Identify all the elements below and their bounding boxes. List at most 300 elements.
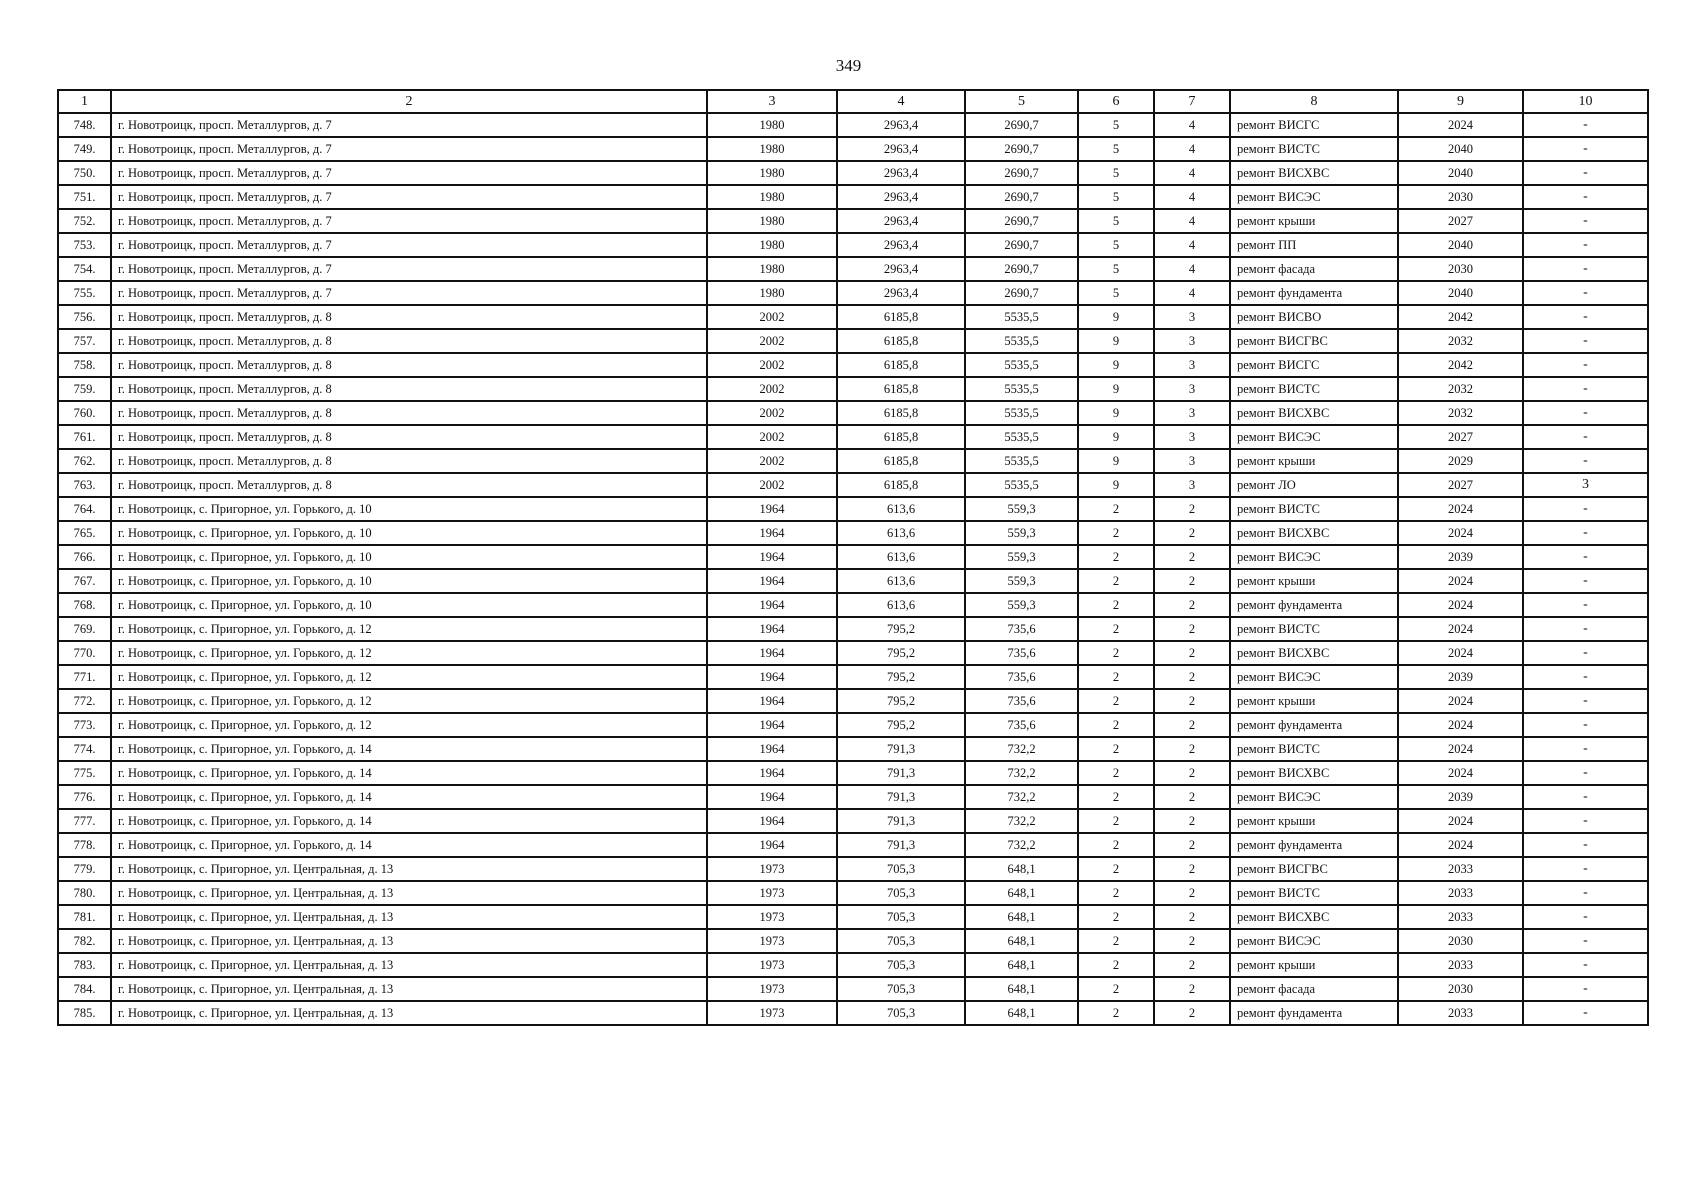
table-row [58, 113, 1648, 137]
year-built-cell: 1973 [707, 881, 837, 905]
floors-cell: 9 [1078, 473, 1154, 497]
table-row [58, 377, 1648, 401]
column-10-cell: - [1523, 593, 1648, 617]
column-10-cell: - [1523, 689, 1648, 713]
row-number-cell: 762. [58, 449, 111, 473]
table-header-row [58, 90, 1648, 113]
floors-cell: 2 [1078, 593, 1154, 617]
total-area-cell: 6185,8 [837, 425, 965, 449]
table-row [58, 689, 1648, 713]
year-built-cell: 1964 [707, 809, 837, 833]
address-cell: г. Новотроицк, просп. Металлургов, д. 7 [111, 113, 707, 137]
floors-cell: 2 [1078, 785, 1154, 809]
column-header: 5 [965, 90, 1078, 113]
total-area-cell: 6185,8 [837, 401, 965, 425]
total-area-cell: 2963,4 [837, 257, 965, 281]
entrances-cell: 3 [1154, 425, 1230, 449]
row-number-cell: 772. [58, 689, 111, 713]
total-area-cell: 613,6 [837, 521, 965, 545]
column-10-cell: - [1523, 281, 1648, 305]
year-built-cell: 1980 [707, 257, 837, 281]
table-row [58, 545, 1648, 569]
entrances-cell: 2 [1154, 641, 1230, 665]
table-row [58, 641, 1648, 665]
address-cell: г. Новотроицк, с. Пригорное, ул. Горького, д. 12 [111, 689, 707, 713]
planned-year-cell: 2040 [1398, 281, 1523, 305]
column-10-cell: - [1523, 113, 1648, 137]
work-type-cell: ремонт ВИСТС [1230, 617, 1398, 641]
total-area-cell: 613,6 [837, 545, 965, 569]
row-number-cell: 755. [58, 281, 111, 305]
table-row [58, 497, 1648, 521]
work-type-cell: ремонт ВИСТС [1230, 497, 1398, 521]
row-number-cell: 760. [58, 401, 111, 425]
address-cell: г. Новотроицк, с. Пригорное, ул. Центральная, д. 13 [111, 905, 707, 929]
entrances-cell: 4 [1154, 185, 1230, 209]
total-area-cell: 6185,8 [837, 473, 965, 497]
floors-cell: 5 [1078, 257, 1154, 281]
table-row [58, 521, 1648, 545]
living-area-cell: 648,1 [965, 953, 1078, 977]
column-10-cell: - [1523, 833, 1648, 857]
year-built-cell: 1964 [707, 665, 837, 689]
floors-cell: 9 [1078, 305, 1154, 329]
total-area-cell: 705,3 [837, 929, 965, 953]
row-number-cell: 779. [58, 857, 111, 881]
column-header: 9 [1398, 90, 1523, 113]
year-built-cell: 1964 [707, 785, 837, 809]
column-10-cell: - [1523, 449, 1648, 473]
entrances-cell: 2 [1154, 665, 1230, 689]
column-10-cell: - [1523, 617, 1648, 641]
planned-year-cell: 2027 [1398, 209, 1523, 233]
floors-cell: 2 [1078, 977, 1154, 1001]
address-cell: г. Новотроицк, просп. Металлургов, д. 8 [111, 305, 707, 329]
planned-year-cell: 2024 [1398, 521, 1523, 545]
entrances-cell: 2 [1154, 809, 1230, 833]
living-area-cell: 559,3 [965, 545, 1078, 569]
floors-cell: 2 [1078, 737, 1154, 761]
floors-cell: 5 [1078, 281, 1154, 305]
entrances-cell: 4 [1154, 137, 1230, 161]
work-type-cell: ремонт ВИСВО [1230, 305, 1398, 329]
total-area-cell: 2963,4 [837, 161, 965, 185]
planned-year-cell: 2029 [1398, 449, 1523, 473]
year-built-cell: 1980 [707, 185, 837, 209]
total-area-cell: 2963,4 [837, 281, 965, 305]
table-row [58, 425, 1648, 449]
table-row [58, 785, 1648, 809]
column-10-cell: 3 [1523, 473, 1648, 497]
row-number-cell: 758. [58, 353, 111, 377]
year-built-cell: 2002 [707, 377, 837, 401]
total-area-cell: 791,3 [837, 833, 965, 857]
work-type-cell: ремонт крыши [1230, 569, 1398, 593]
year-built-cell: 1980 [707, 233, 837, 257]
address-cell: г. Новотроицк, просп. Металлургов, д. 7 [111, 185, 707, 209]
table-row [58, 233, 1648, 257]
row-number-cell: 780. [58, 881, 111, 905]
entrances-cell: 2 [1154, 713, 1230, 737]
column-10-cell: - [1523, 497, 1648, 521]
work-type-cell: ремонт крыши [1230, 209, 1398, 233]
work-type-cell: ремонт ВИСТС [1230, 881, 1398, 905]
row-number-cell: 749. [58, 137, 111, 161]
living-area-cell: 2690,7 [965, 233, 1078, 257]
floors-cell: 9 [1078, 401, 1154, 425]
work-type-cell: ремонт ВИСТС [1230, 737, 1398, 761]
planned-year-cell: 2027 [1398, 425, 1523, 449]
entrances-cell: 3 [1154, 377, 1230, 401]
year-built-cell: 1973 [707, 857, 837, 881]
living-area-cell: 5535,5 [965, 425, 1078, 449]
row-number-cell: 763. [58, 473, 111, 497]
floors-cell: 5 [1078, 137, 1154, 161]
table-row [58, 569, 1648, 593]
row-number-cell: 756. [58, 305, 111, 329]
table-row [58, 401, 1648, 425]
address-cell: г. Новотроицк, с. Пригорное, ул. Горького, д. 10 [111, 497, 707, 521]
living-area-cell: 648,1 [965, 977, 1078, 1001]
year-built-cell: 1964 [707, 761, 837, 785]
floors-cell: 2 [1078, 497, 1154, 521]
living-area-cell: 735,6 [965, 617, 1078, 641]
work-type-cell: ремонт ВИСЭС [1230, 785, 1398, 809]
year-built-cell: 1973 [707, 1001, 837, 1025]
year-built-cell: 1964 [707, 545, 837, 569]
address-cell: г. Новотроицк, с. Пригорное, ул. Горького, д. 12 [111, 641, 707, 665]
column-10-cell: - [1523, 137, 1648, 161]
total-area-cell: 2963,4 [837, 113, 965, 137]
floors-cell: 2 [1078, 905, 1154, 929]
living-area-cell: 5535,5 [965, 305, 1078, 329]
living-area-cell: 5535,5 [965, 377, 1078, 401]
column-header: 10 [1523, 90, 1648, 113]
year-built-cell: 1964 [707, 689, 837, 713]
total-area-cell: 613,6 [837, 497, 965, 521]
entrances-cell: 2 [1154, 905, 1230, 929]
planned-year-cell: 2039 [1398, 785, 1523, 809]
work-type-cell: ремонт ВИСЭС [1230, 425, 1398, 449]
living-area-cell: 559,3 [965, 521, 1078, 545]
planned-year-cell: 2039 [1398, 545, 1523, 569]
table-row [58, 161, 1648, 185]
year-built-cell: 1964 [707, 641, 837, 665]
floors-cell: 2 [1078, 569, 1154, 593]
address-cell: г. Новотроицк, с. Пригорное, ул. Горького, д. 14 [111, 761, 707, 785]
planned-year-cell: 2042 [1398, 353, 1523, 377]
table-row [58, 473, 1648, 497]
table-row [58, 449, 1648, 473]
row-number-cell: 783. [58, 953, 111, 977]
planned-year-cell: 2030 [1398, 929, 1523, 953]
address-cell: г. Новотроицк, с. Пригорное, ул. Центральная, д. 13 [111, 881, 707, 905]
planned-year-cell: 2024 [1398, 809, 1523, 833]
floors-cell: 2 [1078, 881, 1154, 905]
total-area-cell: 6185,8 [837, 377, 965, 401]
row-number-cell: 766. [58, 545, 111, 569]
entrances-cell: 4 [1154, 209, 1230, 233]
floors-cell: 9 [1078, 377, 1154, 401]
entrances-cell: 2 [1154, 497, 1230, 521]
year-built-cell: 1980 [707, 281, 837, 305]
row-number-cell: 782. [58, 929, 111, 953]
column-10-cell: - [1523, 1001, 1648, 1025]
address-cell: г. Новотроицк, с. Пригорное, ул. Горького, д. 12 [111, 713, 707, 737]
table-row [58, 905, 1648, 929]
total-area-cell: 613,6 [837, 569, 965, 593]
entrances-cell: 2 [1154, 833, 1230, 857]
floors-cell: 2 [1078, 1001, 1154, 1025]
work-type-cell: ремонт ВИСХВС [1230, 641, 1398, 665]
column-10-cell: - [1523, 545, 1648, 569]
table-row [58, 953, 1648, 977]
table-row [58, 929, 1648, 953]
total-area-cell: 791,3 [837, 737, 965, 761]
column-10-cell: - [1523, 377, 1648, 401]
year-built-cell: 1964 [707, 569, 837, 593]
entrances-cell: 4 [1154, 113, 1230, 137]
entrances-cell: 2 [1154, 929, 1230, 953]
row-number-cell: 770. [58, 641, 111, 665]
row-number-cell: 771. [58, 665, 111, 689]
table-row [58, 617, 1648, 641]
work-type-cell: ремонт ВИСХВС [1230, 521, 1398, 545]
entrances-cell: 4 [1154, 281, 1230, 305]
row-number-cell: 775. [58, 761, 111, 785]
address-cell: г. Новотроицк, просп. Металлургов, д. 7 [111, 137, 707, 161]
year-built-cell: 1980 [707, 113, 837, 137]
work-type-cell: ремонт крыши [1230, 953, 1398, 977]
work-type-cell: ремонт ВИСТС [1230, 377, 1398, 401]
work-type-cell: ремонт ВИСГВС [1230, 329, 1398, 353]
table-row [58, 257, 1648, 281]
column-10-cell: - [1523, 569, 1648, 593]
living-area-cell: 735,6 [965, 713, 1078, 737]
total-area-cell: 705,3 [837, 1001, 965, 1025]
floors-cell: 2 [1078, 521, 1154, 545]
row-number-cell: 764. [58, 497, 111, 521]
year-built-cell: 2002 [707, 329, 837, 353]
year-built-cell: 1973 [707, 905, 837, 929]
address-cell: г. Новотроицк, с. Пригорное, ул. Центральная, д. 13 [111, 953, 707, 977]
living-area-cell: 648,1 [965, 929, 1078, 953]
address-cell: г. Новотроицк, просп. Металлургов, д. 7 [111, 257, 707, 281]
column-header: 7 [1154, 90, 1230, 113]
work-type-cell: ремонт фасада [1230, 977, 1398, 1001]
planned-year-cell: 2024 [1398, 569, 1523, 593]
address-cell: г. Новотроицк, просп. Металлургов, д. 7 [111, 161, 707, 185]
floors-cell: 5 [1078, 209, 1154, 233]
planned-year-cell: 2024 [1398, 113, 1523, 137]
planned-year-cell: 2032 [1398, 377, 1523, 401]
table-row [58, 137, 1648, 161]
living-area-cell: 2690,7 [965, 161, 1078, 185]
year-built-cell: 1980 [707, 209, 837, 233]
planned-year-cell: 2030 [1398, 185, 1523, 209]
row-number-cell: 754. [58, 257, 111, 281]
year-built-cell: 2002 [707, 425, 837, 449]
floors-cell: 5 [1078, 233, 1154, 257]
address-cell: г. Новотроицк, просп. Металлургов, д. 8 [111, 329, 707, 353]
year-built-cell: 2002 [707, 353, 837, 377]
entrances-cell: 2 [1154, 1001, 1230, 1025]
total-area-cell: 791,3 [837, 785, 965, 809]
address-cell: г. Новотроицк, с. Пригорное, ул. Горького, д. 10 [111, 593, 707, 617]
total-area-cell: 795,2 [837, 665, 965, 689]
floors-cell: 2 [1078, 689, 1154, 713]
work-type-cell: ремонт фундамента [1230, 1001, 1398, 1025]
year-built-cell: 1964 [707, 833, 837, 857]
entrances-cell: 2 [1154, 593, 1230, 617]
living-area-cell: 648,1 [965, 881, 1078, 905]
planned-year-cell: 2030 [1398, 977, 1523, 1001]
row-number-cell: 765. [58, 521, 111, 545]
address-cell: г. Новотроицк, с. Пригорное, ул. Центральная, д. 13 [111, 1001, 707, 1025]
work-type-cell: ремонт ВИСЭС [1230, 929, 1398, 953]
entrances-cell: 2 [1154, 737, 1230, 761]
address-cell: г. Новотроицк, с. Пригорное, ул. Горького, д. 12 [111, 617, 707, 641]
floors-cell: 9 [1078, 425, 1154, 449]
floors-cell: 5 [1078, 185, 1154, 209]
entrances-cell: 2 [1154, 545, 1230, 569]
row-number-cell: 759. [58, 377, 111, 401]
year-built-cell: 1980 [707, 137, 837, 161]
entrances-cell: 4 [1154, 161, 1230, 185]
planned-year-cell: 2040 [1398, 233, 1523, 257]
address-cell: г. Новотроицк, просп. Металлургов, д. 8 [111, 473, 707, 497]
living-area-cell: 648,1 [965, 1001, 1078, 1025]
living-area-cell: 735,6 [965, 689, 1078, 713]
work-type-cell: ремонт крыши [1230, 449, 1398, 473]
planned-year-cell: 2042 [1398, 305, 1523, 329]
entrances-cell: 2 [1154, 617, 1230, 641]
year-built-cell: 1964 [707, 713, 837, 737]
row-number-cell: 781. [58, 905, 111, 929]
column-10-cell: - [1523, 641, 1648, 665]
row-number-cell: 752. [58, 209, 111, 233]
row-number-cell: 751. [58, 185, 111, 209]
row-number-cell: 748. [58, 113, 111, 137]
floors-cell: 9 [1078, 449, 1154, 473]
living-area-cell: 735,6 [965, 665, 1078, 689]
living-area-cell: 2690,7 [965, 185, 1078, 209]
address-cell: г. Новотроицк, с. Пригорное, ул. Горького, д. 12 [111, 665, 707, 689]
work-type-cell: ремонт фасада [1230, 257, 1398, 281]
column-10-cell: - [1523, 953, 1648, 977]
living-area-cell: 2690,7 [965, 281, 1078, 305]
living-area-cell: 2690,7 [965, 257, 1078, 281]
table-row [58, 761, 1648, 785]
year-built-cell: 2002 [707, 401, 837, 425]
table-row [58, 833, 1648, 857]
entrances-cell: 4 [1154, 257, 1230, 281]
entrances-cell: 2 [1154, 761, 1230, 785]
column-10-cell: - [1523, 353, 1648, 377]
column-header: 1 [58, 90, 111, 113]
planned-year-cell: 2033 [1398, 881, 1523, 905]
column-header: 2 [111, 90, 707, 113]
work-type-cell: ремонт ВИСЭС [1230, 665, 1398, 689]
entrances-cell: 2 [1154, 953, 1230, 977]
floors-cell: 2 [1078, 857, 1154, 881]
column-10-cell: - [1523, 521, 1648, 545]
table-row [58, 881, 1648, 905]
work-type-cell: ремонт ПП [1230, 233, 1398, 257]
address-cell: г. Новотроицк, просп. Металлургов, д. 8 [111, 449, 707, 473]
floors-cell: 9 [1078, 353, 1154, 377]
year-built-cell: 1964 [707, 521, 837, 545]
row-number-cell: 769. [58, 617, 111, 641]
work-type-cell: ремонт ВИСГС [1230, 113, 1398, 137]
row-number-cell: 768. [58, 593, 111, 617]
column-10-cell: - [1523, 761, 1648, 785]
work-type-cell: ремонт ВИСХВС [1230, 401, 1398, 425]
planned-year-cell: 2024 [1398, 617, 1523, 641]
address-cell: г. Новотроицк, с. Пригорное, ул. Центральная, д. 13 [111, 929, 707, 953]
floors-cell: 2 [1078, 665, 1154, 689]
year-built-cell: 1973 [707, 929, 837, 953]
living-area-cell: 732,2 [965, 809, 1078, 833]
living-area-cell: 559,3 [965, 497, 1078, 521]
total-area-cell: 705,3 [837, 881, 965, 905]
total-area-cell: 791,3 [837, 761, 965, 785]
work-type-cell: ремонт ВИСГВС [1230, 857, 1398, 881]
column-10-cell: - [1523, 665, 1648, 689]
planned-year-cell: 2024 [1398, 833, 1523, 857]
total-area-cell: 2963,4 [837, 185, 965, 209]
table-row [58, 809, 1648, 833]
living-area-cell: 5535,5 [965, 449, 1078, 473]
row-number-cell: 776. [58, 785, 111, 809]
column-10-cell: - [1523, 305, 1648, 329]
work-type-cell: ремонт фундамента [1230, 593, 1398, 617]
living-area-cell: 2690,7 [965, 137, 1078, 161]
floors-cell: 2 [1078, 713, 1154, 737]
table-row [58, 281, 1648, 305]
entrances-cell: 3 [1154, 401, 1230, 425]
entrances-cell: 3 [1154, 353, 1230, 377]
planned-year-cell: 2032 [1398, 329, 1523, 353]
table-row [58, 329, 1648, 353]
address-cell: г. Новотроицк, просп. Металлургов, д. 7 [111, 209, 707, 233]
address-cell: г. Новотроицк, с. Пригорное, ул. Горького, д. 10 [111, 545, 707, 569]
planned-year-cell: 2024 [1398, 593, 1523, 617]
address-cell: г. Новотроицк, с. Пригорное, ул. Центральная, д. 13 [111, 857, 707, 881]
address-cell: г. Новотроицк, с. Пригорное, ул. Горького, д. 14 [111, 737, 707, 761]
planned-year-cell: 2024 [1398, 713, 1523, 737]
floors-cell: 5 [1078, 113, 1154, 137]
entrances-cell: 3 [1154, 473, 1230, 497]
total-area-cell: 795,2 [837, 713, 965, 737]
table-row [58, 1001, 1648, 1025]
planned-year-cell: 2033 [1398, 857, 1523, 881]
planned-year-cell: 2024 [1398, 497, 1523, 521]
entrances-cell: 2 [1154, 785, 1230, 809]
year-built-cell: 1964 [707, 617, 837, 641]
column-10-cell: - [1523, 185, 1648, 209]
year-built-cell: 1964 [707, 497, 837, 521]
total-area-cell: 795,2 [837, 689, 965, 713]
address-cell: г. Новотроицк, с. Пригорное, ул. Горького, д. 10 [111, 569, 707, 593]
floors-cell: 2 [1078, 617, 1154, 641]
table-row [58, 713, 1648, 737]
planned-year-cell: 2024 [1398, 737, 1523, 761]
table-row [58, 305, 1648, 329]
living-area-cell: 648,1 [965, 905, 1078, 929]
address-cell: г. Новотроицк, с. Пригорное, ул. Горького, д. 14 [111, 809, 707, 833]
planned-year-cell: 2033 [1398, 953, 1523, 977]
